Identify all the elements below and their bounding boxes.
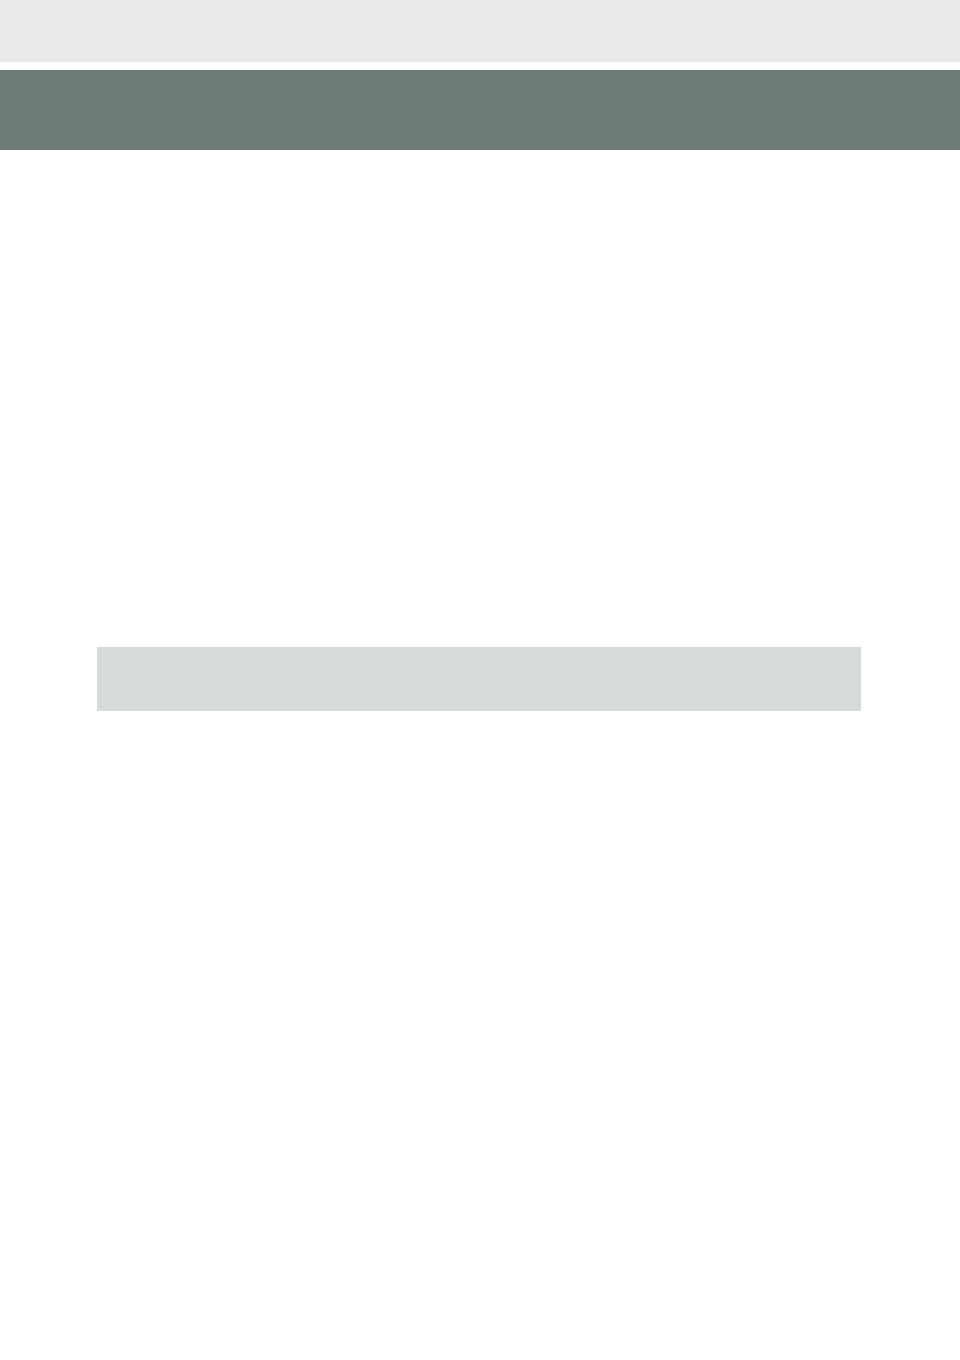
header-band	[0, 0, 960, 62]
section-header	[97, 647, 861, 711]
illustration-band	[0, 70, 960, 150]
